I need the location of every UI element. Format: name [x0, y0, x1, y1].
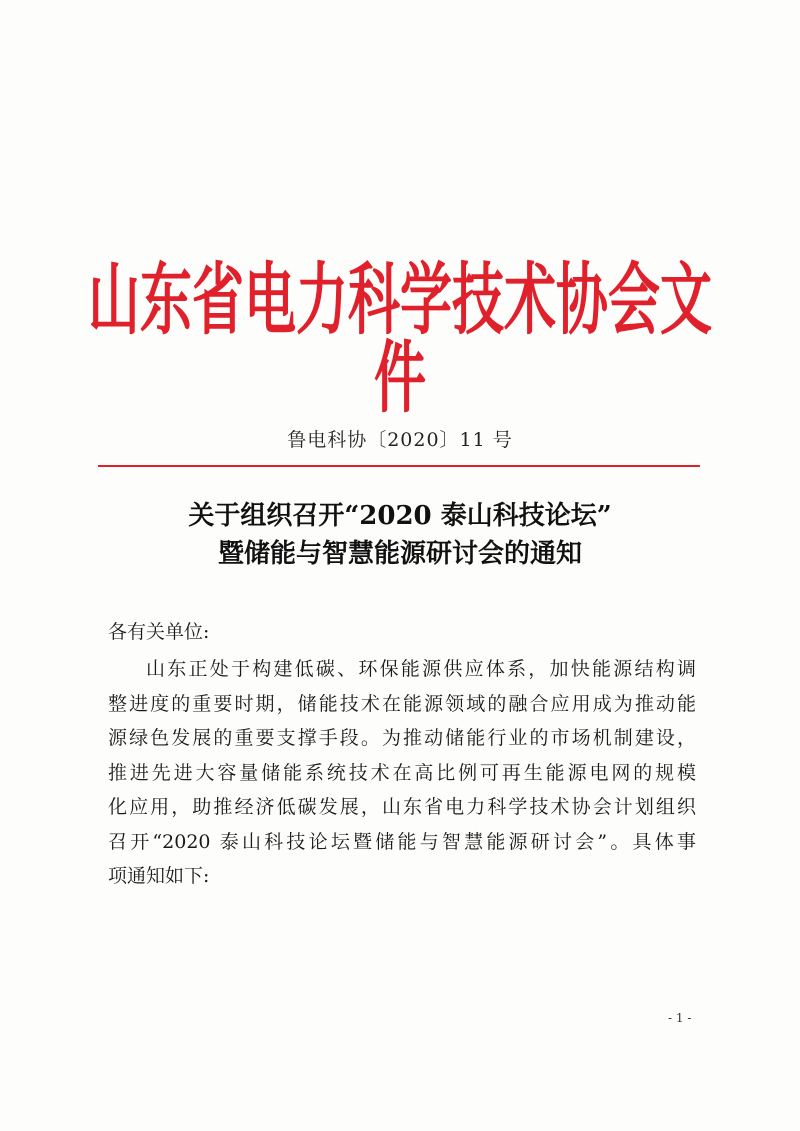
- salutation: 各有关单位:: [108, 621, 210, 643]
- document-header-title: 山东省电力科学技术协会文件: [87, 254, 712, 424]
- body-line: 召开“2020 泰山科技论坛暨储能与智慧能源研讨会”。具体事: [108, 830, 696, 853]
- body-line: 项通知如下:: [108, 865, 210, 887]
- body-line: 源绿色发展的重要支撑手段。为推动储能行业的市场机制建设，: [108, 727, 696, 749]
- body-line: 山东正处于构建低碳、环保能源供应体系，加快能源结构调: [146, 658, 696, 680]
- notice-title: [80, 497, 720, 573]
- body-line: 推进先进大容量储能系统技术在高比例可再生能源电网的规模: [108, 761, 696, 784]
- body-line: 化应用，助推经济低碳发展，山东省电力科学技术协会计划组织: [108, 796, 696, 818]
- header-divider: [98, 465, 700, 467]
- page-number: - 1 -: [668, 1011, 692, 1025]
- notice-title-line-1: 关于组织召开“2020 泰山科技论坛”: [188, 501, 612, 531]
- body-line: 整进度的重要时期，储能技术在能源领域的融合应用成为推动能: [108, 692, 696, 715]
- document-number: 鲁电科协〔2020〕11 号: [287, 429, 513, 451]
- body-paragraph: [108, 652, 696, 894]
- notice-title-line-2: 暨储能与智慧能源研讨会的通知: [217, 539, 582, 569]
